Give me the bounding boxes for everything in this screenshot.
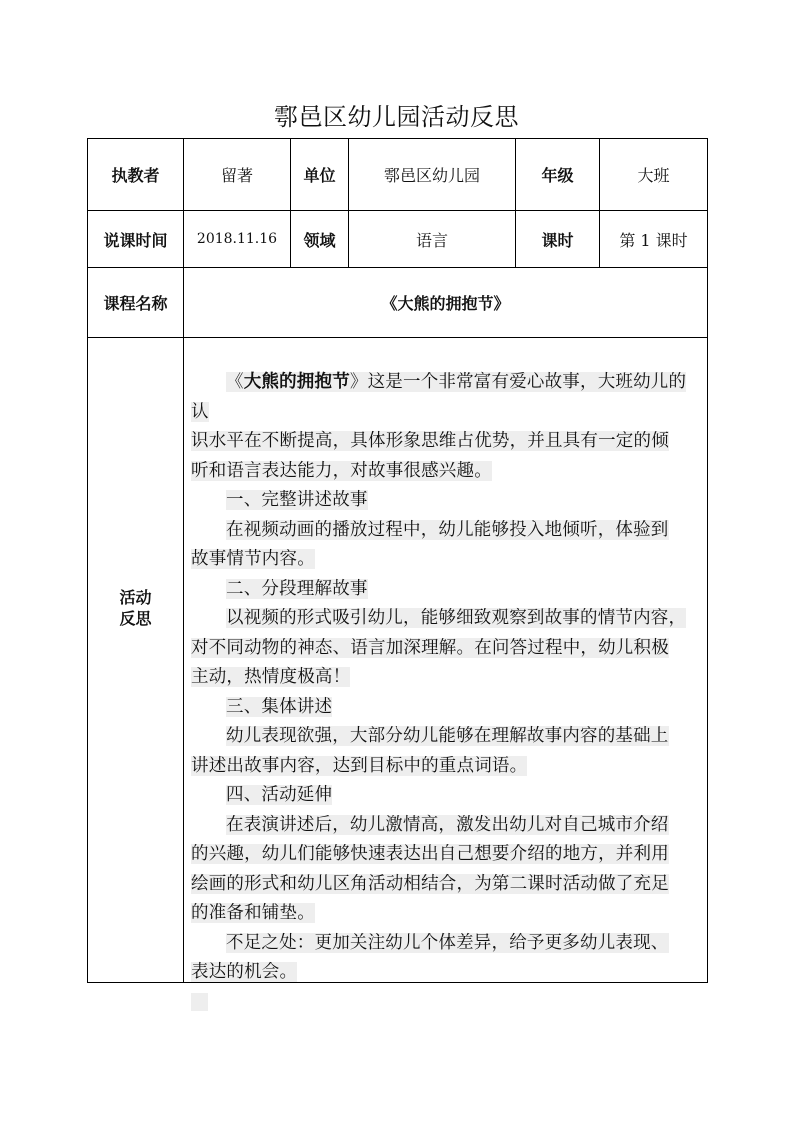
reflection-line: 的兴趣，幼儿们能够快速表达出自己想要介绍的地方，并利用 [191, 844, 669, 864]
reflection-label [88, 338, 183, 878]
unit-label: 单位 [303, 166, 336, 185]
reflection-line: 《大熊的拥抱节》这是一个非常富有爱心故事，大班幼儿的认 [191, 372, 687, 422]
reflection-line: 以视频的形式吸引幼儿，能够细致观察到故事的情节内容， [226, 608, 687, 628]
grade-label: 年级 [541, 166, 574, 185]
time-label: 说课时间 [103, 230, 168, 250]
domain-label: 领域 [303, 230, 336, 250]
time-value: 2018.11.16 [196, 231, 278, 247]
domain-value: 语言 [415, 230, 448, 250]
period-label: 课时 [541, 230, 574, 250]
reflection-line: 主动，热情度极高！ [191, 667, 351, 687]
reflection-heading: 二、分段理解故事 [226, 578, 368, 599]
reflection-label-line2: 反思 [119, 609, 152, 628]
reflection-line: 在视频动画的播放过程中，幼儿能够投入地倾听，体验到 [226, 519, 669, 540]
reflection-line: 的准备和铺垫。 [191, 903, 315, 923]
grade-value: 大班 [637, 166, 670, 185]
reflection-line: 幼儿表现欲强，大部分幼儿能够在理解故事内容的基础上 [226, 726, 669, 746]
reflection-label-line1: 活动 [119, 588, 152, 607]
reflection-body [191, 368, 701, 1017]
reflection-line: 讲述出故事内容，达到目标中的重点词语。 [191, 755, 528, 776]
course-value: 《大熊的拥抱节》 [381, 294, 510, 313]
teacher-label: 执教者 [111, 166, 160, 185]
reflection-line: 在表演讲述后，幼儿激情高，激发出幼儿对自己城市介绍 [226, 814, 669, 835]
reflection-heading: 一、完整讲述故事 [226, 490, 368, 510]
reflection-heading: 四、活动延伸 [226, 785, 333, 805]
reflection-heading: 三、集体讲述 [226, 696, 333, 717]
teacher-value: 留著 [220, 166, 253, 185]
reflection-line: 不足之处：更加关注幼儿个体差异，给予更多幼儿表现、 [226, 932, 669, 953]
reflection-line: 识水平在不断提高，具体形象思维占优势，并且具有一定的倾 [191, 431, 669, 451]
page-title: 鄠邑区幼儿园活动反思 [274, 103, 519, 131]
period-value: 第 1 课时 [619, 230, 688, 250]
reflection-line: 绘画的形式和幼儿区角活动相结合，为第二课时活动做了充足 [191, 873, 669, 894]
reflection-line: 听和语言表达能力，对故事很感兴趣。 [191, 460, 492, 481]
reflection-line: 表达的机会。 [191, 962, 298, 982]
reflection-line: 对不同动物的神态、语言加深理解。在问答过程中，幼儿积极 [191, 637, 669, 658]
unit-value: 鄠邑区幼儿园 [383, 166, 480, 185]
empty-highlight [191, 993, 208, 1011]
course-label: 课程名称 [103, 294, 168, 313]
reflection-line: 故事情节内容。 [191, 549, 315, 569]
